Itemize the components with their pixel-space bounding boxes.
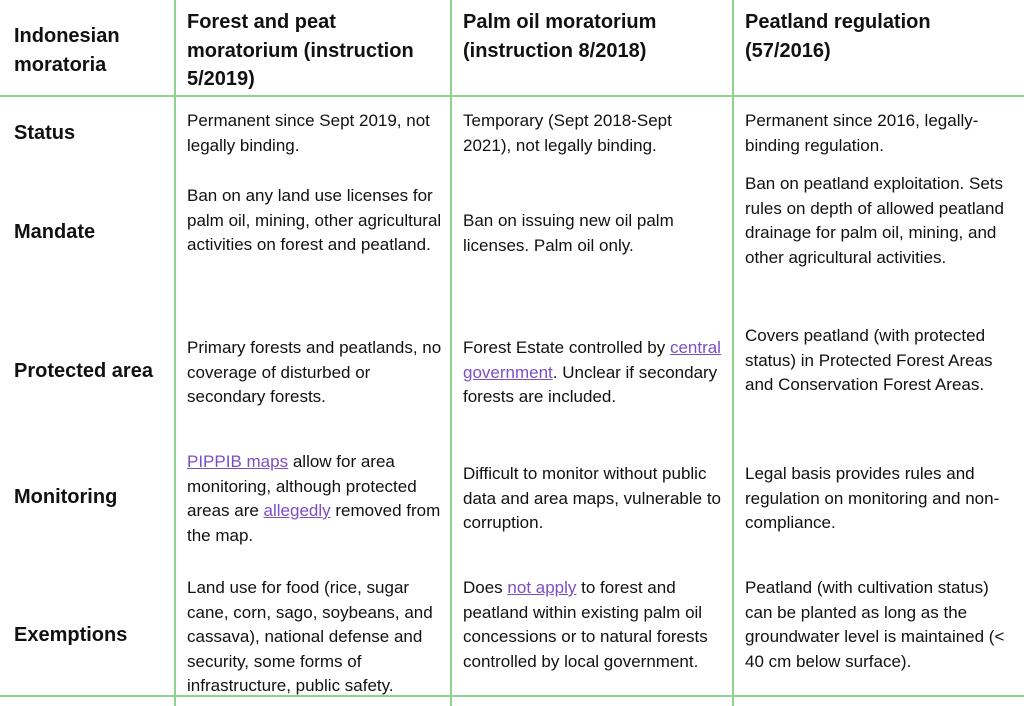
status-peatland: Permanent since 2016, legally-binding regulation. [745,111,979,155]
exemptions-palm-oil-text-a: Does [463,578,508,597]
not-apply-link[interactable]: not apply [507,578,577,597]
status-palm-oil: Temporary (Sept 2018-Sept 2021), not legally binding. [463,111,672,155]
protected-palm-oil-text-b: . Unclear if secondary forests are included. [463,362,718,406]
row-label-exemptions: Exemptions [14,624,128,646]
header-corner: Indonesian moratoria [14,25,120,76]
monitoring-forest-peat [187,450,442,548]
protected-peatland: Covers peatland (with protected status) in Protected Forest Areas and Conservation Forest Areas. [745,326,993,394]
column-divider [732,0,734,706]
monitoring-forest-peat-text-b: removed from the map. [187,501,441,545]
header-forest-peat-moratorium: Forest and peat moratorium (instruction 5/2019) [187,11,414,90]
exemptions-palm-oil-text-b: to forest and peatland within existing palm oil concessions or to natural forests controlled by local government. [463,578,708,671]
row-label-mandate: Mandate [14,221,96,243]
protected-palm-oil [463,336,725,410]
exemptions-palm-oil [463,576,725,674]
status-forest-peat: Permanent since Sept 2019, not legally binding. [187,111,430,155]
mandate-forest-peat: Ban on any land use licenses for palm oil, mining, other agricultural activities on forest and peatland. [187,186,442,254]
header-palm-oil-moratorium: Palm oil moratorium (instruction 8/2018) [463,11,657,62]
exemptions-forest-peat: Land use for food (rice, sugar cane, corn, sago, soybeans, and cassava), national defense and security, some forms of infrastructure, public safety. [187,578,433,695]
allegedly-link[interactable]: allegedly [263,501,331,520]
row-label-status: Status [14,122,76,144]
protected-forest-peat: Primary forests and peatlands, no coverage of disturbed or secondary forests. [187,338,442,406]
header-divider [0,95,1024,97]
monitoring-forest-peat-text-a: allow for area monitoring, although protected areas are [187,452,417,520]
monitoring-peatland: Legal basis provides rules and regulation on monitoring and non-compliance. [745,464,1000,532]
pippib-maps-link[interactable]: PIPPIB maps [187,452,289,471]
monitoring-palm-oil: Difficult to monitor without public data and area maps, vulnerable to corruption. [463,464,722,532]
mandate-palm-oil: Ban on issuing new oil palm licenses. Palm oil only. [463,211,674,255]
row-label-protected-area: Protected area [14,360,153,382]
column-divider [450,0,452,706]
central-government-link[interactable]: central government [463,338,721,382]
protected-palm-oil-text-a: Forest Estate controlled by [463,338,670,357]
exemptions-peatland: Peatland (with cultivation status) can be planted as long as the groundwater level is maintained (< 40 cm below surface). [745,578,1005,671]
row-label-monitoring: Monitoring [14,486,118,508]
column-divider [174,0,176,706]
mandate-peatland: Ban on peatland exploitation. Sets rules on depth of allowed peatland drainage for palm oil, mining, and other agricultural activities. [745,174,1004,267]
table-bottom-border [0,695,1024,697]
header-peatland-regulation: Peatland regulation (57/2016) [745,11,931,62]
